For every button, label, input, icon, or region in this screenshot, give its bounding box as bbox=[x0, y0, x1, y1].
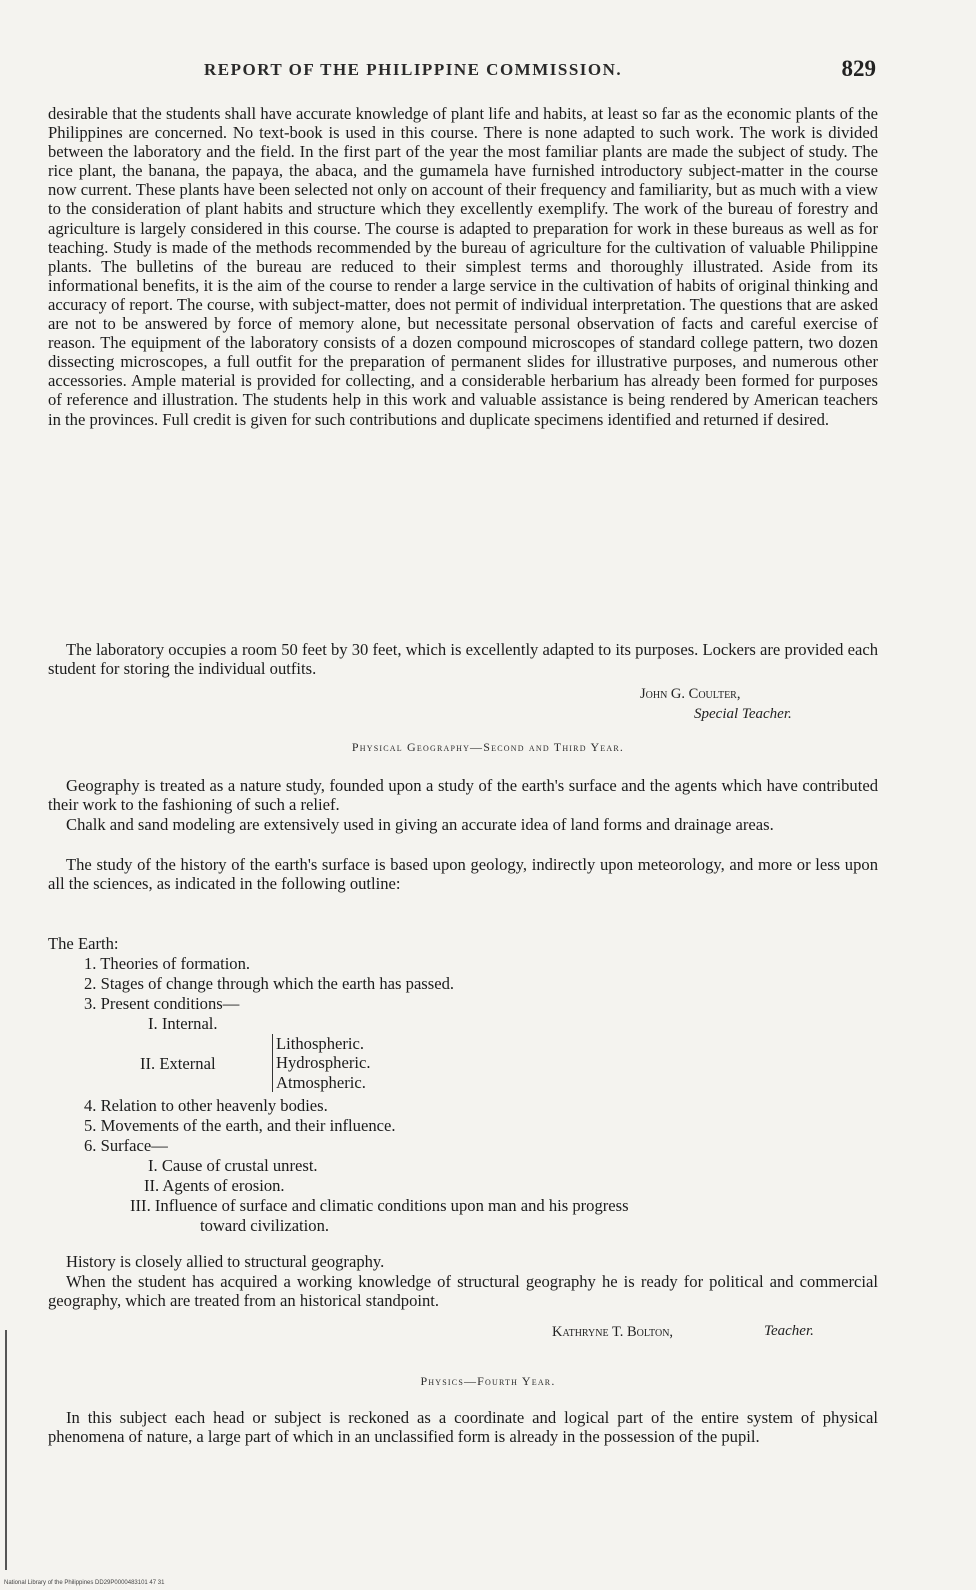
physics-paragraph-1: In this subject each head or subject is reckoned as a coordinate and logical part of the entire system of physical phenomena of nature, a large part of which in an unclassified form is already in the possession of the pupil. bbox=[48, 1408, 878, 1447]
outline-item-3-ii: II. External bbox=[140, 1054, 216, 1073]
geography-heading: Physical Geography—Second and Third Year. bbox=[351, 740, 625, 754]
outline-item-6: 6. Surface— bbox=[84, 1136, 168, 1155]
outline-item-2: 2. Stages of change through which the earth has passed. bbox=[84, 974, 455, 993]
outline-item-3: 3. Present conditions— bbox=[84, 994, 240, 1013]
botany-paragraph-1: desirable that the students shall have accurate knowledge of plant life and habits, at least so far as the economic plants of the Philippines are concerned. No text-book is used in this course. There is none adapted to such work. The work is divided between the laboratory and the field. In the first part of the year the most familiar plants are made the subject of study. The rice plant, the banana, the papaya, the abaca, and the gumamela have furnished introductory subject-matter in the course now current. These plants have been selected not only on account of their frequency and familiarity, but as much with a view to the consideration of plant habits and structure which they excellently exemplify. The work of the bureau of forestry and agriculture is largely considered in this course. The course is adapted to preparation for work in these bureaus as well as for teaching. Study is made of the methods recommended by the bureau of agriculture for the cultivation of valuable Philippine plants. The bulletins of the bureau are reduced to their simplest terms and thoroughly illustrated. Aside from its informational benefits, it is the aim of the course to render a large service in the cultivation of habits of original thinking and accuracy of report. The course, with subject-matter, does not permit of individual interpretation. The questions that are asked are not to be answered by force of memory alone, but necessitate personal observation of facts and careful exercise of reason. The equipment of the laboratory consists of a dozen compound microscopes of standard college pattern, two dozen dissecting microscopes, a full outfit for the preparation of permanent slides for illustrative purposes, and numerous other accessories. Ample material is provided for collecting, and a considerable herbarium has already been formed for purposes of reference and illustration. The students help in this work and valuable assistance is being rendered by American teachers in the provinces. Full credit is given for such contributions and duplicate specimens identified and returned if desired. bbox=[48, 104, 878, 429]
brace-list bbox=[272, 1034, 370, 1092]
physics-heading: Physics—Fourth Year. bbox=[420, 1374, 556, 1388]
running-head bbox=[48, 56, 876, 88]
outline-item-5: 5. Movements of the earth, and their influence. bbox=[84, 1116, 396, 1135]
outline-item-6-iii: III. Influence of surface and climatic conditions upon man and his progress bbox=[130, 1196, 629, 1215]
geography-paragraph-3: The study of the history of the earth's surface is based upon geology, indirectly upon meteorology, and more or less upon all the sciences, as indicated in the following outline: bbox=[48, 855, 878, 894]
outline-item-6-ii: II. Agents of erosion. bbox=[144, 1176, 285, 1195]
geography-paragraph-5: When the student has acquired a working knowledge of structural geography he is ready for political and commercial geography, which are treated from an historical standpoint. bbox=[48, 1272, 878, 1311]
botany-signature-title: Special Teacher. bbox=[694, 706, 792, 722]
outline-item-1: 1. Theories of formation. bbox=[84, 954, 251, 973]
botany-signature-name: John G. Coulter, bbox=[640, 686, 741, 702]
atmospheric-label: Atmospheric. bbox=[276, 1072, 366, 1092]
hydrospheric-label: Hydrospheric. bbox=[276, 1053, 371, 1073]
scan-edge-rule bbox=[5, 1330, 7, 1570]
botany-paragraph-2: The laboratory occupies a room 50 feet by 30 feet, which is excellently adapted to its purposes. Lockers are provided each student for storing the individual outfits. bbox=[48, 640, 878, 679]
lithospheric-label: Lithospheric. bbox=[276, 1034, 365, 1053]
geography-signature-name: Kathryne T. Bolton, bbox=[552, 1324, 674, 1340]
geography-paragraph-4: History is closely allied to structural geography. bbox=[66, 1252, 385, 1271]
outline-item-3-i: I. Internal. bbox=[148, 1014, 218, 1033]
outline-item-6-i: I. Cause of crustal unrest. bbox=[148, 1156, 318, 1175]
page-number: 829 bbox=[841, 56, 876, 81]
geography-paragraph-1: Geography is treated as a nature study, founded upon a study of the earth's surface and the agents which have contributed their work to the fashioning of such a relief. bbox=[48, 776, 878, 815]
geography-signature-title: Teacher. bbox=[764, 1323, 814, 1339]
outline-item-6-iii-continued: toward civilization. bbox=[200, 1216, 330, 1235]
geography-paragraph-2: Chalk and sand modeling are extensively used in giving an accurate idea of land forms and drainage areas. bbox=[66, 815, 774, 834]
running-title: REPORT OF THE PHILIPPINE COMMISSION. bbox=[204, 60, 623, 79]
library-credit: National Library of the Philippines DD29P0000483101 47 31 bbox=[4, 1580, 165, 1586]
outline-title: The Earth: bbox=[48, 934, 119, 953]
outline-item-4: 4. Relation to other heavenly bodies. bbox=[84, 1096, 328, 1115]
